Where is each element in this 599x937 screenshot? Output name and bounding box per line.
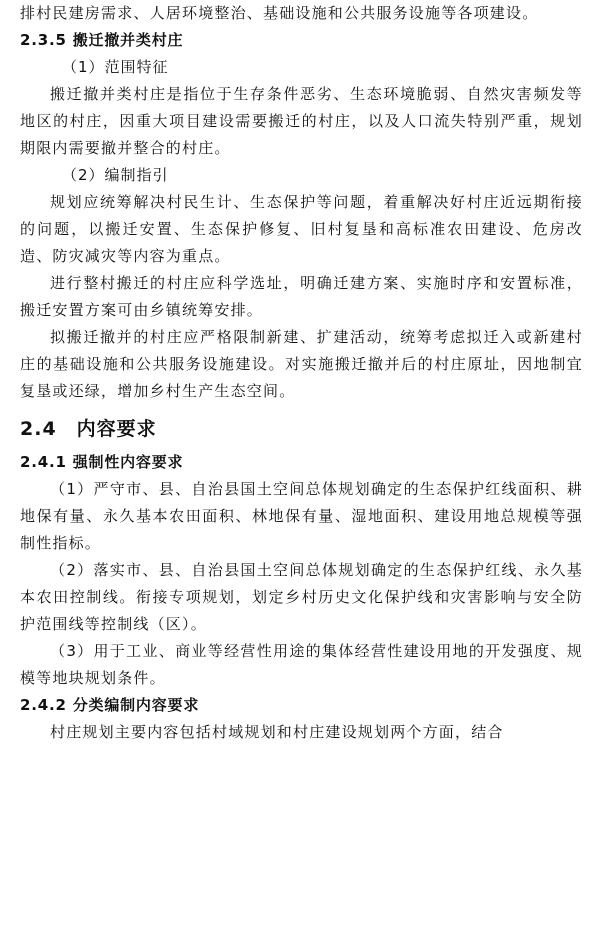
section-heading-2-4-1: 2.4.1 强制性内容要求 [20, 453, 184, 471]
subheading-scope: （1）范围特征 [62, 58, 169, 76]
list-item-mandatory-1: （1）严守市、县、自治县国土空间总体规划确定的生态保护红线面积、耕地保有量、永久基本农田面积、林地保有量、湿地面积、建设用地总规模等强制性指标。 [20, 480, 583, 552]
subheading-guideline: （2）编制指引 [62, 166, 169, 184]
section-heading-2-3-5: 2.3.5 搬迁撤并类村庄 [20, 31, 184, 49]
paragraph-guideline-3: 拟搬迁撤并的村庄应严格限制新建、扩建活动，统筹考虑拟迁入或新建村庄的基础设施和公共服务设施建设。对实施搬迁撤并后的村庄原址，因地制宜复垦或还绿，增加乡村生产生态空间。 [20, 328, 583, 400]
section-heading-2-4: 2.4 内容要求 [20, 418, 157, 440]
paragraph-scope: 搬迁撤并类村庄是指位于生存条件恶劣、生态环境脆弱、自然灾害频发等地区的村庄，因重大项目建设需要搬迁的村庄，以及人口流失特别严重，规划期限内需要撤并整合的村庄。 [20, 85, 583, 157]
list-item-mandatory-3: （3）用于工业、商业等经营性用途的集体经营性建设用地的开发强度、规模等地块规划条件。 [20, 642, 583, 687]
paragraph-intro-tail: 排村民建房需求、人居环境整治、基础设施和公共服务设施等各项建设。 [20, 4, 539, 22]
paragraph-guideline-2: 进行整村搬迁的村庄应科学选址，明确迁建方案、实施时序和安置标准，搬迁安置方案可由乡镇统筹安排。 [20, 274, 583, 319]
section-heading-2-4-2: 2.4.2 分类编制内容要求 [20, 696, 200, 714]
paragraph-classified-content: 村庄规划主要内容包括村域规划和村庄建设规划两个方面，结合 [50, 723, 504, 741]
paragraph-guideline-1: 规划应统筹解决村民生计、生态保护等问题，着重解决好村庄近远期衔接的问题，以搬迁安置、生态保护修复、旧村复垦和高标准农田建设、危房改造、防灾减灾等内容为重点。 [20, 193, 583, 265]
list-item-mandatory-2: （2）落实市、县、自治县国土空间总体规划确定的生态保护红线、永久基本农田控制线。衔接专项规划，划定乡村历史文化保护线和灾害影响与安全防护范围线等控制线（区）。 [20, 561, 583, 633]
